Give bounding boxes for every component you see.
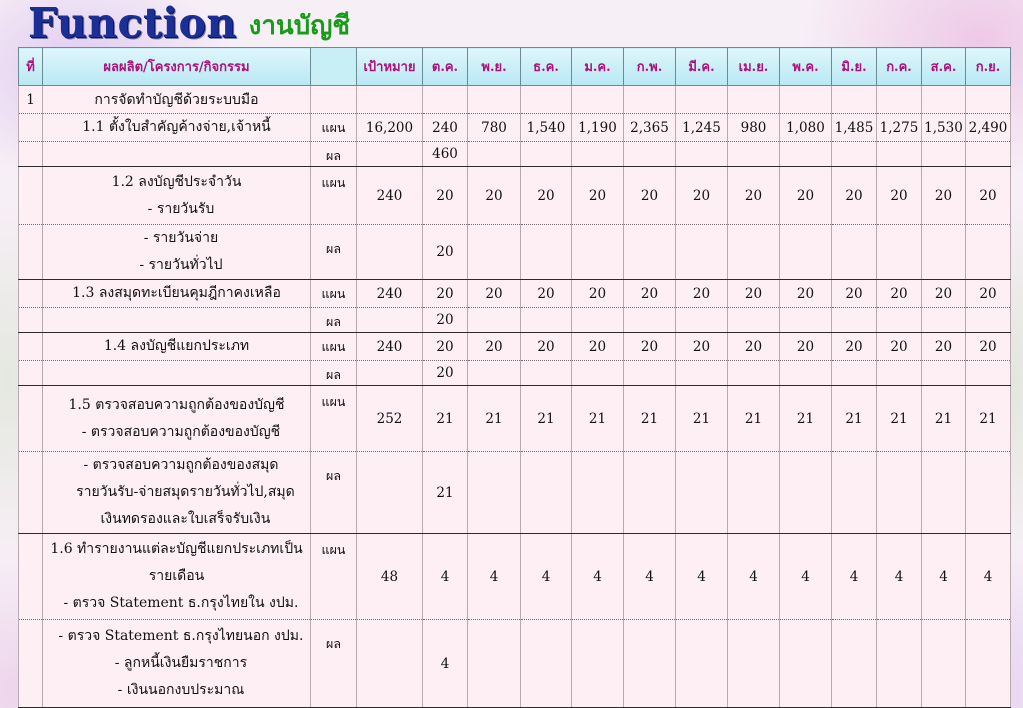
- plan-row: [19, 333, 1011, 361]
- month-value-cell: 20: [423, 167, 468, 225]
- activity-line: - รายวันรับ: [138, 200, 215, 217]
- month-value-cell: [877, 361, 922, 386]
- col-header-month: พ.ย.: [468, 48, 521, 86]
- activity-description: [43, 361, 311, 386]
- month-value-cell: 20: [728, 333, 780, 361]
- target-cell: 240: [357, 333, 423, 361]
- plan-row: [19, 386, 1011, 452]
- month-value-cell: [780, 308, 832, 333]
- month-value-cell: 21: [423, 452, 468, 534]
- activity-line: 1.6 ทำรายงานแต่ละบัญชีแยกประเภทเป็น: [50, 541, 303, 557]
- col-header-month: มี.ค.: [676, 48, 728, 86]
- title-english: Function: [28, 0, 237, 47]
- month-value-cell: [676, 361, 728, 386]
- month-value-cell: 21: [676, 386, 728, 452]
- month-value-cell: [832, 620, 877, 708]
- target-cell: 240: [357, 167, 423, 225]
- month-value-cell: [832, 361, 877, 386]
- month-value-cell: [877, 142, 922, 167]
- activity-line: รายเดือน: [148, 568, 205, 584]
- month-value-cell: [676, 452, 728, 534]
- month-value-cell: 20: [780, 280, 832, 308]
- month-value-cell: [468, 225, 521, 280]
- activity-line: 1.1 ตั้งใบสำคัญค้างจ่าย,เจ้าหนี้: [82, 119, 271, 135]
- result-label: ผล: [311, 620, 357, 708]
- month-value-cell: 20: [877, 280, 922, 308]
- activity-line: 1.5 ตรวจสอบความถูกต้องของบัญชี: [68, 396, 285, 413]
- month-value-cell: 20: [877, 333, 922, 361]
- month-value-cell: [572, 452, 624, 534]
- month-value-cell: 20: [624, 280, 676, 308]
- activity-line: 1.2 ลงบัญชีประจำวัน: [111, 173, 242, 190]
- activity-line: เงินทดรองและใบเสร็จรับเงิน: [82, 511, 271, 527]
- month-value-cell: 780: [468, 114, 521, 142]
- month-value-cell: 4: [624, 534, 676, 620]
- col-header-month: ก.พ.: [624, 48, 676, 86]
- activity-line: - ตรวจ Statement ธ.กรุงไทยใน งปม.: [54, 595, 299, 611]
- activity-line: 1.4 ลงบัญชีแยกประเภท: [103, 338, 250, 354]
- month-value-cell: 20: [676, 280, 728, 308]
- section-row: [19, 86, 1011, 114]
- col-header-target: เป้าหมาย: [357, 48, 423, 86]
- month-value-cell: 20: [832, 280, 877, 308]
- activity-description: [43, 333, 311, 361]
- month-value-cell: 20: [423, 280, 468, 308]
- activity-line: 1.3 ลงสมุดทะเบียนคุมฎีกาคงเหลือ: [72, 285, 281, 301]
- month-value-cell: 20: [832, 167, 877, 225]
- target-cell: 240: [357, 280, 423, 308]
- plan-row: [19, 534, 1011, 620]
- slide-title: [28, 0, 350, 46]
- month-value-cell: [468, 452, 521, 534]
- section-title: การจัดทำบัญชีด้วยระบบมือ: [43, 86, 311, 114]
- result-label: ผล: [311, 308, 357, 333]
- row-number-cell: [19, 142, 43, 167]
- row-number-cell: [19, 280, 43, 308]
- result-row: [19, 225, 1011, 280]
- month-value-cell: 4: [423, 534, 468, 620]
- month-value-cell: [572, 361, 624, 386]
- month-value-cell: 20: [922, 333, 966, 361]
- month-value-cell: 20: [966, 280, 1011, 308]
- month-value-cell: 1,485: [832, 114, 877, 142]
- section-number: 1: [19, 86, 43, 114]
- target-cell: 48: [357, 534, 423, 620]
- month-value-cell: [966, 452, 1011, 534]
- month-value-cell: [728, 361, 780, 386]
- col-header-month: ต.ค.: [423, 48, 468, 86]
- plan-label: แผน: [311, 333, 357, 361]
- activity-line: - ตรวจสอบความถูกต้องของสมุด: [74, 457, 279, 473]
- target-cell: [357, 452, 423, 534]
- activity-description: [43, 620, 311, 708]
- month-value-cell: [468, 361, 521, 386]
- col-header-month: มิ.ย.: [832, 48, 877, 86]
- target-cell: 16,200: [357, 114, 423, 142]
- month-value-cell: [832, 452, 877, 534]
- month-value-cell: 21: [966, 386, 1011, 452]
- month-value-cell: [624, 620, 676, 708]
- activity-line: รายวันรับ-จ่ายสมุดรายวันทั่วไป,สมุด: [58, 484, 295, 500]
- result-label: ผล: [311, 361, 357, 386]
- row-number-cell: [19, 333, 43, 361]
- row-number-cell: [19, 534, 43, 620]
- month-value-cell: 20: [624, 167, 676, 225]
- month-value-cell: [624, 452, 676, 534]
- month-value-cell: 20: [966, 167, 1011, 225]
- month-value-cell: [676, 225, 728, 280]
- row-number-cell: [19, 114, 43, 142]
- plan-row: [19, 280, 1011, 308]
- result-row: [19, 620, 1011, 708]
- month-value-cell: 21: [877, 386, 922, 452]
- month-value-cell: 20: [423, 361, 468, 386]
- target-cell: [357, 142, 423, 167]
- month-value-cell: 20: [521, 333, 572, 361]
- month-value-cell: 1,540: [521, 114, 572, 142]
- month-value-cell: 1,530: [922, 114, 966, 142]
- target-cell: [357, 308, 423, 333]
- month-value-cell: [780, 452, 832, 534]
- activity-description: [43, 280, 311, 308]
- month-value-cell: 2,490: [966, 114, 1011, 142]
- month-value-cell: [922, 142, 966, 167]
- month-value-cell: 460: [423, 142, 468, 167]
- month-value-cell: 21: [468, 386, 521, 452]
- plan-label: แผน: [311, 386, 357, 452]
- col-header-no: ที่: [19, 48, 43, 86]
- row-number-cell: [19, 361, 43, 386]
- month-value-cell: [966, 308, 1011, 333]
- month-value-cell: 20: [468, 167, 521, 225]
- month-value-cell: 4: [966, 534, 1011, 620]
- plan-label: แผน: [311, 280, 357, 308]
- header-row: [19, 48, 1011, 86]
- month-value-cell: [728, 620, 780, 708]
- month-value-cell: [877, 620, 922, 708]
- month-value-cell: [521, 142, 572, 167]
- col-header-month: ธ.ค.: [521, 48, 572, 86]
- month-value-cell: [780, 361, 832, 386]
- month-value-cell: [676, 308, 728, 333]
- month-value-cell: 4: [877, 534, 922, 620]
- activity-description: [43, 452, 311, 534]
- target-cell: [357, 361, 423, 386]
- month-value-cell: [922, 225, 966, 280]
- result-label: ผล: [311, 142, 357, 167]
- target-cell: [357, 620, 423, 708]
- month-value-cell: 20: [423, 225, 468, 280]
- month-value-cell: 4: [676, 534, 728, 620]
- plan-label: แผน: [311, 167, 357, 225]
- month-value-cell: 21: [572, 386, 624, 452]
- month-value-cell: [468, 620, 521, 708]
- month-value-cell: 20: [780, 167, 832, 225]
- month-value-cell: 20: [572, 333, 624, 361]
- month-value-cell: 21: [521, 386, 572, 452]
- month-value-cell: [832, 225, 877, 280]
- activity-description: [43, 142, 311, 167]
- month-value-cell: 4: [468, 534, 521, 620]
- month-value-cell: [468, 142, 521, 167]
- col-header-month: ม.ค.: [572, 48, 624, 86]
- month-value-cell: 4: [922, 534, 966, 620]
- col-header-month: ก.ย.: [966, 48, 1011, 86]
- activity-description: [43, 167, 311, 225]
- month-value-cell: [572, 308, 624, 333]
- month-value-cell: [780, 142, 832, 167]
- month-value-cell: [922, 308, 966, 333]
- month-value-cell: 21: [728, 386, 780, 452]
- month-value-cell: 20: [780, 333, 832, 361]
- month-value-cell: [572, 142, 624, 167]
- col-header-blank: [311, 48, 357, 86]
- month-value-cell: 1,245: [676, 114, 728, 142]
- row-number-cell: [19, 167, 43, 225]
- row-number-cell: [19, 386, 43, 452]
- month-value-cell: [572, 225, 624, 280]
- month-value-cell: [521, 308, 572, 333]
- month-value-cell: [877, 225, 922, 280]
- month-value-cell: 4: [832, 534, 877, 620]
- month-value-cell: 20: [423, 308, 468, 333]
- month-value-cell: 20: [572, 167, 624, 225]
- month-value-cell: 1,190: [572, 114, 624, 142]
- month-value-cell: [728, 225, 780, 280]
- month-value-cell: [728, 308, 780, 333]
- month-value-cell: [521, 620, 572, 708]
- activity-description: [43, 114, 311, 142]
- col-header-month: พ.ค.: [780, 48, 832, 86]
- activity-line: - รายวันจ่าย: [134, 230, 219, 246]
- plan-label: แผน: [311, 534, 357, 620]
- activity-description: [43, 225, 311, 280]
- month-value-cell: [966, 620, 1011, 708]
- row-number-cell: [19, 452, 43, 534]
- month-value-cell: 21: [423, 386, 468, 452]
- month-value-cell: [521, 452, 572, 534]
- row-number-cell: [19, 308, 43, 333]
- month-value-cell: [780, 620, 832, 708]
- target-cell: 252: [357, 386, 423, 452]
- month-value-cell: [966, 361, 1011, 386]
- month-value-cell: [624, 361, 676, 386]
- month-value-cell: 4: [572, 534, 624, 620]
- month-value-cell: [624, 308, 676, 333]
- month-value-cell: 20: [728, 280, 780, 308]
- month-value-cell: 240: [423, 114, 468, 142]
- col-header-month: ส.ค.: [922, 48, 966, 86]
- month-value-cell: [780, 225, 832, 280]
- month-value-cell: [572, 620, 624, 708]
- activity-line: - ตรวจสอบความถูกต้องของบัญชี: [72, 423, 281, 440]
- month-value-cell: [922, 361, 966, 386]
- month-value-cell: 20: [877, 167, 922, 225]
- month-value-cell: 1,275: [877, 114, 922, 142]
- col-header-month: เม.ย.: [728, 48, 780, 86]
- month-value-cell: [624, 142, 676, 167]
- month-value-cell: 4: [728, 534, 780, 620]
- month-value-cell: 4: [423, 620, 468, 708]
- month-value-cell: [922, 620, 966, 708]
- month-value-cell: 20: [922, 167, 966, 225]
- month-value-cell: 20: [521, 167, 572, 225]
- month-value-cell: [521, 361, 572, 386]
- month-value-cell: 20: [676, 167, 728, 225]
- month-value-cell: [966, 225, 1011, 280]
- activity-line: - ลูกหนี้เงินยืมราชการ: [105, 655, 248, 671]
- month-value-cell: 4: [521, 534, 572, 620]
- month-value-cell: 20: [468, 333, 521, 361]
- month-value-cell: [966, 142, 1011, 167]
- month-value-cell: 20: [423, 333, 468, 361]
- month-value-cell: [922, 452, 966, 534]
- plan-label: แผน: [311, 114, 357, 142]
- activity-description: [43, 308, 311, 333]
- result-row: [19, 142, 1011, 167]
- month-value-cell: [676, 620, 728, 708]
- activity-line: - รายวันทั่วไป: [130, 257, 223, 273]
- month-value-cell: [676, 142, 728, 167]
- month-value-cell: 21: [624, 386, 676, 452]
- month-value-cell: 20: [922, 280, 966, 308]
- result-label: ผล: [311, 452, 357, 534]
- activity-line: - เงินนอกงบประมาณ: [108, 682, 245, 698]
- month-value-cell: 980: [728, 114, 780, 142]
- month-value-cell: 20: [572, 280, 624, 308]
- month-value-cell: [468, 308, 521, 333]
- result-row: [19, 361, 1011, 386]
- month-value-cell: 20: [728, 167, 780, 225]
- activity-line: - ตรวจ Statement ธ.กรุงไทยนอก งปม.: [49, 628, 304, 644]
- month-value-cell: 20: [624, 333, 676, 361]
- result-row: [19, 452, 1011, 534]
- month-value-cell: 2,365: [624, 114, 676, 142]
- plan-row: [19, 114, 1011, 142]
- month-value-cell: 1,080: [780, 114, 832, 142]
- result-row: [19, 308, 1011, 333]
- title-thai: งานบัญชี: [248, 11, 351, 41]
- row-number-cell: [19, 225, 43, 280]
- activity-description: [43, 534, 311, 620]
- month-value-cell: [832, 308, 877, 333]
- month-value-cell: 21: [832, 386, 877, 452]
- month-value-cell: 20: [468, 280, 521, 308]
- month-value-cell: [624, 225, 676, 280]
- month-value-cell: 21: [922, 386, 966, 452]
- month-value-cell: [877, 452, 922, 534]
- month-value-cell: 20: [832, 333, 877, 361]
- month-value-cell: [832, 142, 877, 167]
- month-value-cell: 20: [676, 333, 728, 361]
- month-value-cell: 21: [780, 386, 832, 452]
- month-value-cell: [728, 142, 780, 167]
- month-value-cell: [728, 452, 780, 534]
- target-cell: [357, 225, 423, 280]
- month-value-cell: 20: [521, 280, 572, 308]
- activity-description: [43, 386, 311, 452]
- result-label: ผล: [311, 225, 357, 280]
- month-value-cell: 20: [966, 333, 1011, 361]
- month-value-cell: 4: [780, 534, 832, 620]
- activity-plan-table: [18, 47, 1011, 708]
- month-value-cell: [877, 308, 922, 333]
- col-header-output: ผลผลิต/โครงการ/กิจกรรม: [43, 48, 311, 86]
- plan-row: [19, 167, 1011, 225]
- row-number-cell: [19, 620, 43, 708]
- month-value-cell: [521, 225, 572, 280]
- col-header-month: ก.ค.: [877, 48, 922, 86]
